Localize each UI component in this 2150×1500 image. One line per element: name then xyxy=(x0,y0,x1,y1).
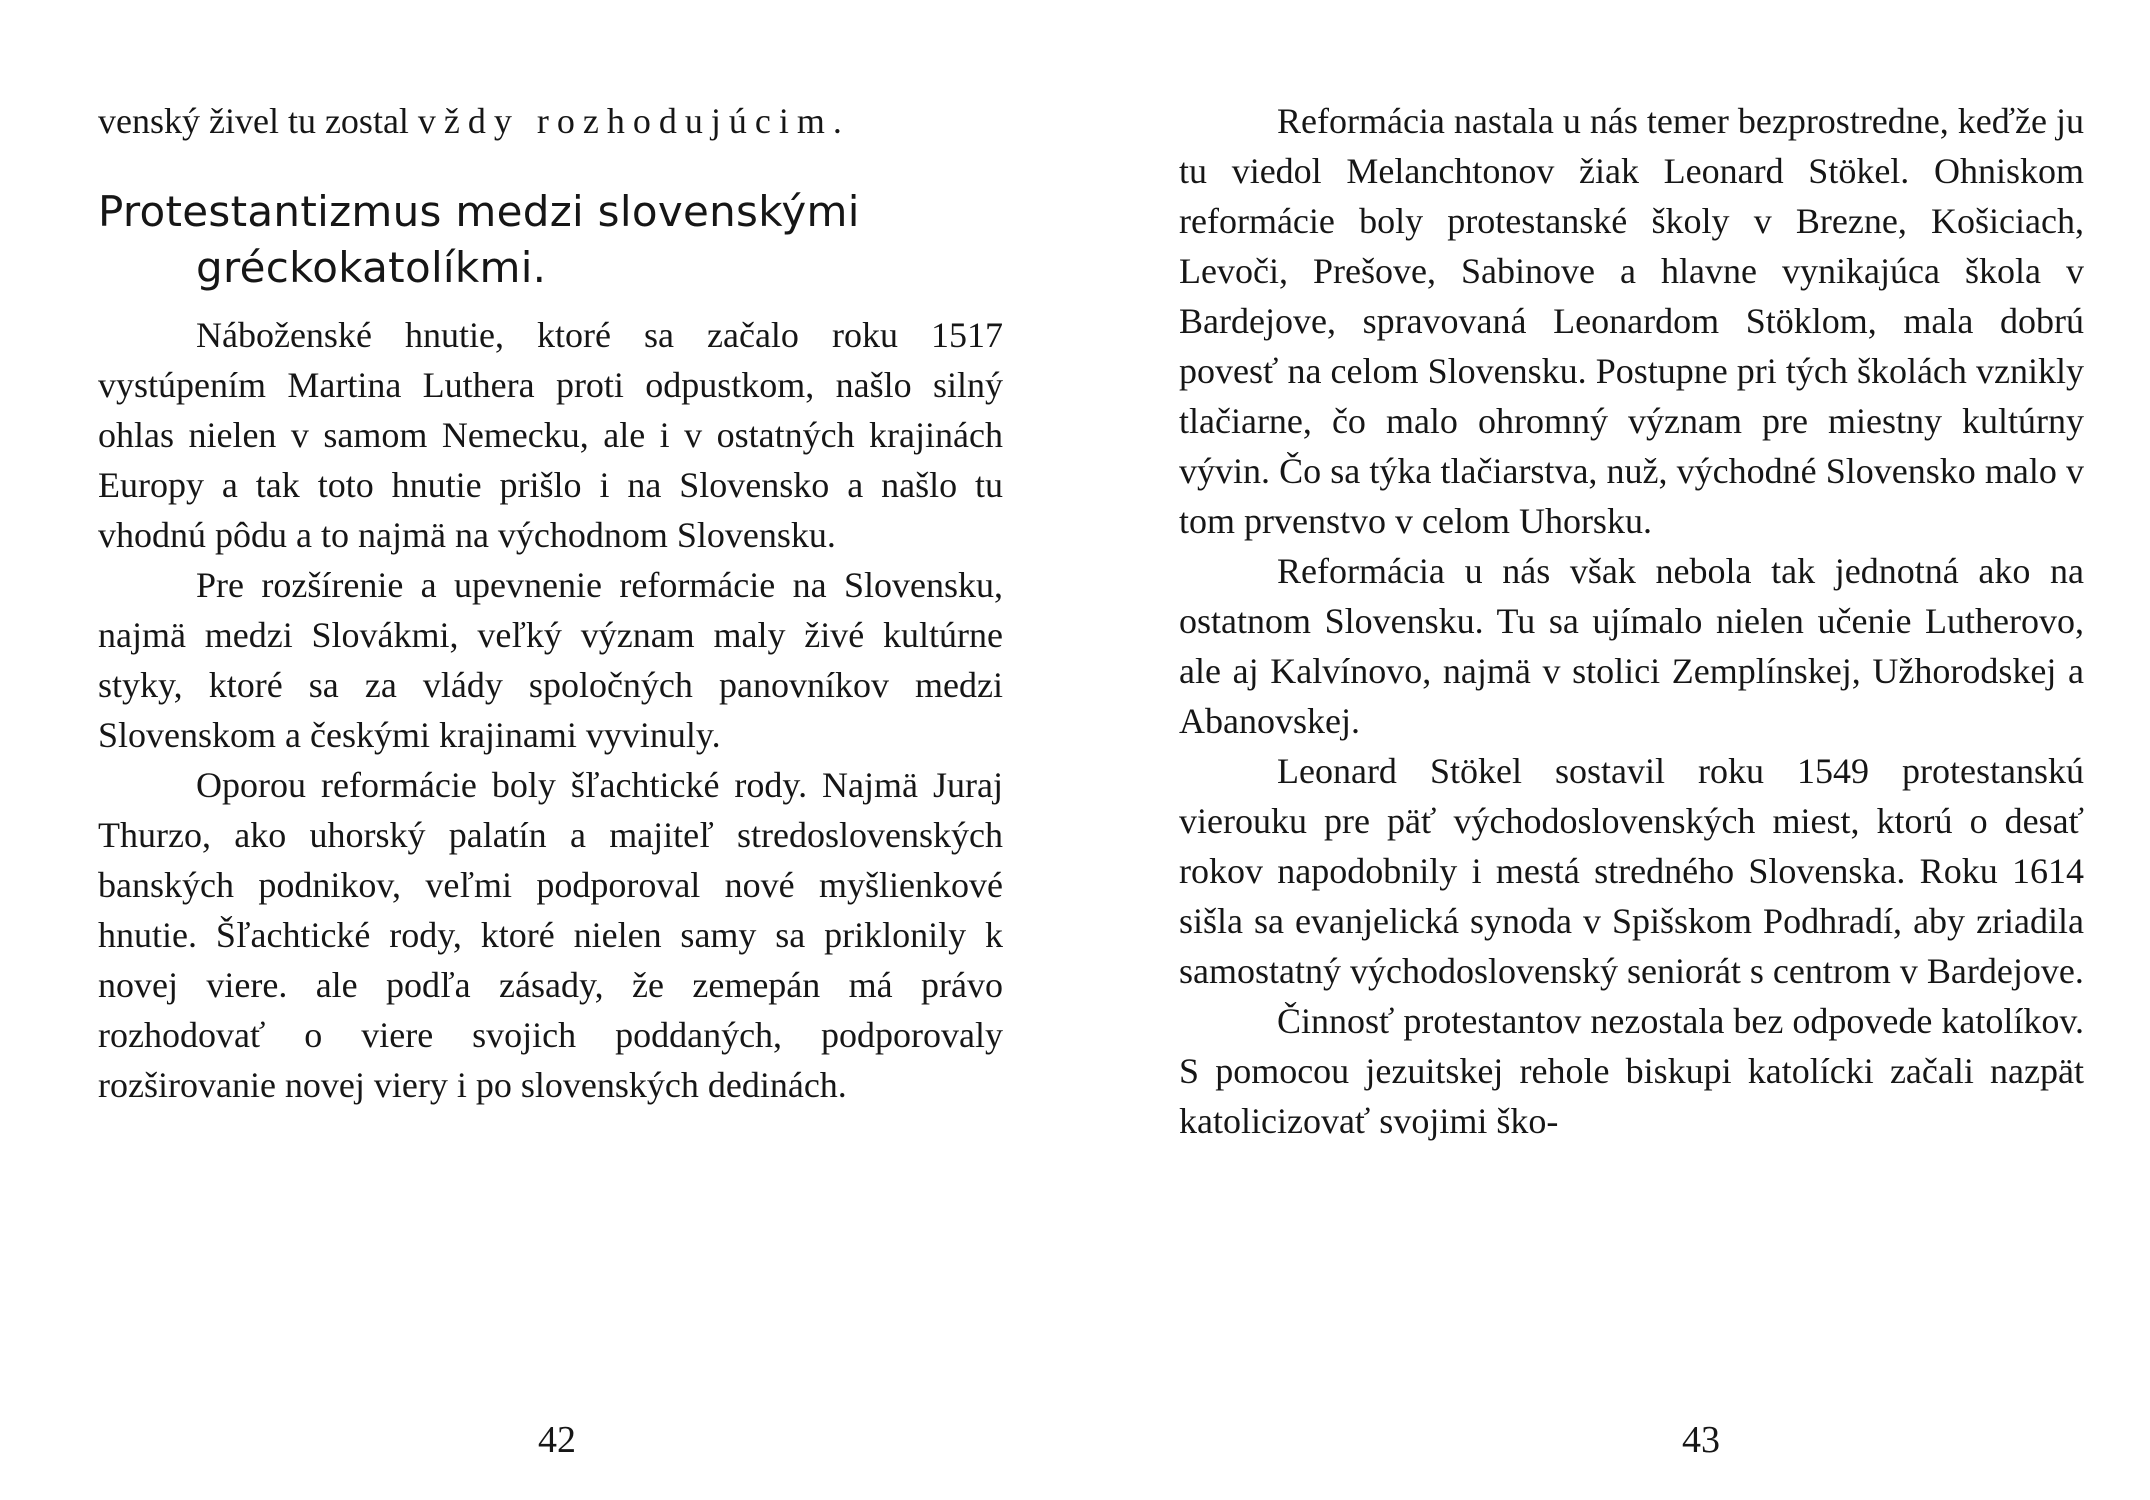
page-number: 42 xyxy=(538,1419,576,1461)
continuation-spaced-text: vždy rozhodujúcim. xyxy=(417,101,850,141)
paragraph: Činnosť protestantov nezostala bez odpovede katolíkov. S pomocou jezuitskej rehole biskupi katolícki začali nazpät katolicizovať svojimi ško- xyxy=(1179,1001,2084,1141)
continuation-paragraph xyxy=(98,96,1003,146)
paragraph: Náboženské hnutie, ktoré sa začalo roku 1517 vystúpením Martina Luthera proti odpustkom, našlo silný ohlas nielen v samom Nemecku, ale i v ostatných krajinách Europy a tak toto hnutie prišlo i na Slovensko a našlo tu vhodnú pôdu a to najmä na východnom Slovensku. xyxy=(98,315,1003,555)
paragraph: Pre rozšírenie a upevnenie reformácie na Slovensku, najmä medzi Slovákmi, veľký význam maly živé kultúrne styky, ktoré sa za vlády spoločných panovníkov medzi Slovenskom a českými krajinami vyvinuly. xyxy=(98,565,1003,755)
paragraph: Leonard Stökel sostavil roku 1549 protestanskú vierouku pre päť východoslovenských miest, ktorú o desať rokov napodobnily i mestá stredného Slovenska. Roku 1614 sišla sa evanjelická synoda v Spišskom Podhradí, aby zriadila samostatný východoslovenský seniorát s centrom v Bardejove. xyxy=(1179,751,2084,991)
left-page-text-column xyxy=(98,96,1003,1110)
paragraph: Reformácia u nás však nebola tak jednotná ako na ostatnom Slovensku. Tu sa ujímalo nielen učenie Lutherovo, ale aj Kalvínovo, najmä v stolici Zemplínskej, Užhorodskej a Abanovskej. xyxy=(1179,551,2084,741)
page-number: 43 xyxy=(1682,1419,1720,1461)
paragraph: Reformácia nastala u nás temer bezprostredne, keďže ju tu viedol Melanchtonov žiak Leonard Stökel. Ohniskom reformácie boly protestanské školy v Brezne, Košiciach, Levoči, Prešove, Sabinove a hlavne vynikajúca škola v Bardejove, spravovaná Leonardom Stöklom, mala dobrú povesť na celom Slovensku. Postupne pri tých školách vznikly tlačiarne, čo malo ohromný význam pre miestny kultúrny vývin. Čo sa týka tlačiarstva, nuž, východné Slovensko malo v tom prvenstvo v celom Uhorsku. xyxy=(1179,101,2084,541)
right-page xyxy=(1075,0,2150,1500)
right-page-text-column xyxy=(1179,96,2084,1146)
continuation-text: venský živel tu zostal xyxy=(98,101,418,141)
section-heading: Protestantizmus medzi slovenskými gréckokatolíkmi. xyxy=(98,187,860,292)
paragraph: Oporou reformácie boly šľachtické rody. Najmä Juraj Thurzo, ako uhorský palatín a majiteľ stredoslovenských banských podnikov, veľmi podporoval nové myšlienkové hnutie. Šľachtické rody, ktoré nielen samy sa priklonily k novej viere. ale podľa zásady, že zemepán má právo rozhodovať o viere svojich poddaných, podporovaly rozširovanie novej viery i po slovenských dedinách. xyxy=(98,765,1003,1105)
